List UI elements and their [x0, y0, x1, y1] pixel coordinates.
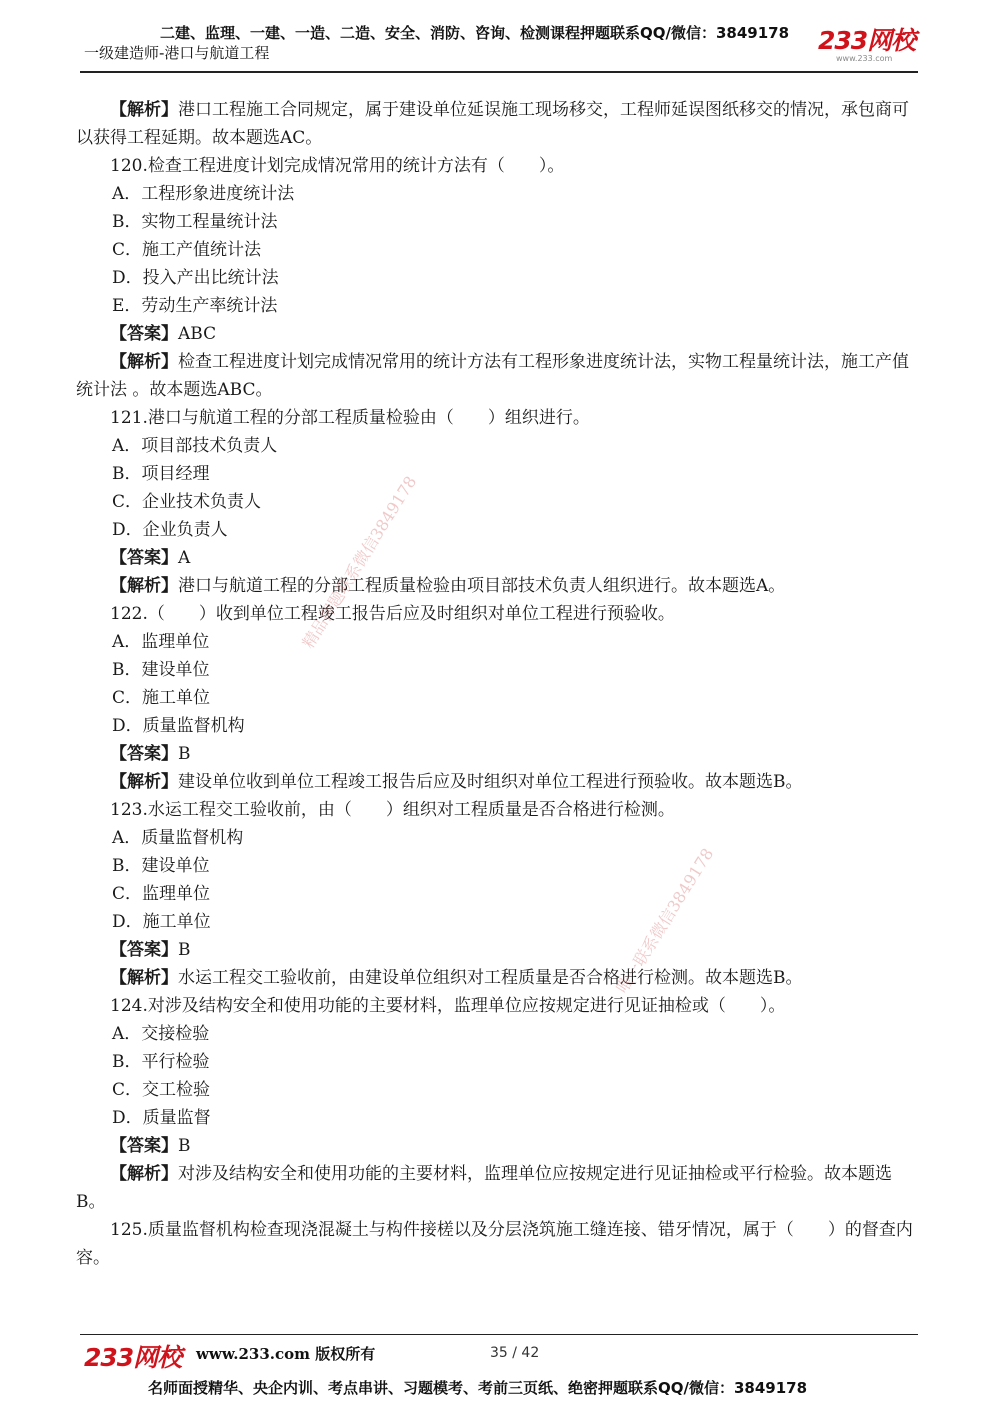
analysis-121	[76, 572, 918, 600]
logo-url: www.233.com	[836, 54, 893, 63]
answer-value: B	[178, 1136, 191, 1156]
answer-label: 【答案】	[110, 1136, 178, 1156]
option: B．建设单位	[112, 856, 210, 876]
analysis-label: 【解析】	[110, 1164, 178, 1184]
option: B．实物工程量统计法	[112, 212, 278, 232]
question-stem-125: 125.质量监督机构检查现浇混凝土与构件接槎以及分层浇筑施工缝连接、错牙情况，属于（ ）的督查内容。	[76, 1220, 913, 1268]
footer-rule	[80, 1334, 918, 1335]
answer-value: B	[178, 940, 191, 960]
question-stem-121: 121.港口与航道工程的分部工程质量检验由（ ）组织进行。	[110, 408, 590, 428]
analysis-label: 【解析】	[110, 772, 178, 792]
answer-120	[76, 320, 918, 348]
option: E．劳动生产率统计法	[112, 296, 278, 316]
answer-label: 【答案】	[110, 324, 178, 344]
option: A．监理单位	[112, 632, 210, 652]
option: A．项目部技术负责人	[112, 436, 278, 456]
analysis-text: 建设单位收到单位工程竣工报告后应及时组织对单位工程进行预验收。故本题选B。	[178, 772, 803, 792]
option: C．企业技术负责人	[112, 492, 262, 512]
option: B．建设单位	[112, 660, 210, 680]
answer-121	[76, 544, 918, 572]
answer-value: A	[178, 548, 191, 568]
header-promo: 二建、监理、一建、一造、二造、安全、消防、咨询、检测课程押题联系QQ/微信：3849178	[160, 24, 790, 42]
watermark: 精品押题联系微信3849178	[298, 472, 421, 652]
option: D．质量监督	[112, 1108, 211, 1128]
analysis-text: 检查工程进度计划完成情况常用的统计方法有工程形象进度统计法，实物工程量统计法，施工产值统计法 。故本题选ABC。	[76, 352, 909, 400]
question-stem-124: 124.对涉及结构安全和使用功能的主要材料，监理单位应按规定进行见证抽检或（ ）。	[110, 996, 786, 1016]
analysis-text: 水运工程交工验收前，由建设单位组织对工程质量是否合格进行检测。故本题选B。	[178, 968, 803, 988]
analysis-label: 【解析】	[110, 352, 178, 372]
option: C．施工产值统计法	[112, 240, 262, 260]
analysis-124	[76, 1160, 918, 1216]
option: B．项目经理	[112, 464, 210, 484]
answer-124	[76, 1132, 918, 1160]
site-logo[interactable]	[818, 28, 918, 64]
page-number: 35 / 42	[490, 1345, 540, 1361]
question-stem-123: 123.水运工程交工验收前，由（ ）组织对工程质量是否合格进行检测。	[110, 800, 675, 820]
analysis-label: 【解析】	[110, 576, 178, 596]
option: C．施工单位	[112, 688, 211, 708]
analysis-122	[76, 768, 918, 796]
option: C．监理单位	[112, 884, 211, 904]
option: B．平行检验	[112, 1052, 210, 1072]
footer-promo: 名师面授精华、央企内训、考点串讲、习题模考、考前三页纸、绝密押题联系QQ/微信：3849178	[148, 1379, 808, 1397]
analysis-123	[76, 964, 918, 992]
option: D．投入产出比统计法	[112, 268, 279, 288]
option: C．交工检验	[112, 1080, 211, 1100]
answer-122	[76, 740, 918, 768]
footer-copyright: www.233.com 版权所有	[196, 1345, 376, 1363]
answer-value: B	[178, 744, 191, 764]
answer-label: 【答案】	[110, 744, 178, 764]
footer-logo-text: 233网校	[84, 1343, 182, 1372]
logo-text: 233网校	[818, 26, 916, 55]
option: D．施工单位	[112, 912, 211, 932]
analysis-119	[76, 96, 918, 152]
header-subtitle: 一级建造师-港口与航道工程	[84, 44, 270, 62]
option: A．交接检验	[112, 1024, 210, 1044]
answer-value: ABC	[178, 324, 217, 344]
answer-label: 【答案】	[110, 940, 178, 960]
watermark: 唯一联系微信3849178	[612, 844, 718, 997]
analysis-label: 【解析】	[110, 968, 178, 988]
analysis-text: 港口与航道工程的分部工程质量检验由项目部技术负责人组织进行。故本题选A。	[178, 576, 786, 596]
page-content	[76, 96, 918, 1272]
option: D．企业负责人	[112, 520, 228, 540]
analysis-label: 【解析】	[110, 100, 178, 120]
footer-logo[interactable]	[84, 1338, 181, 1374]
answer-123	[76, 936, 918, 964]
question-stem-120: 120.检查工程进度计划完成情况常用的统计方法有（ ）。	[110, 156, 565, 176]
answer-label: 【答案】	[110, 548, 178, 568]
option: D．质量监督机构	[112, 716, 245, 736]
analysis-text: 对涉及结构安全和使用功能的主要材料，监理单位应按规定进行见证抽检或平行检验。故本题选B。	[76, 1164, 892, 1212]
question-stem-122: 122.（ ）收到单位工程竣工报告后应及时组织对单位工程进行预验收。	[110, 604, 675, 624]
option: A．质量监督机构	[112, 828, 244, 848]
analysis-text: 港口工程施工合同规定，属于建设单位延误施工现场移交，工程师延误图纸移交的情况，承包商可以获得工程延期。故本题选AC。	[76, 100, 909, 148]
analysis-120	[76, 348, 918, 404]
option: A．工程形象进度统计法	[112, 184, 295, 204]
header-rule	[80, 71, 918, 73]
